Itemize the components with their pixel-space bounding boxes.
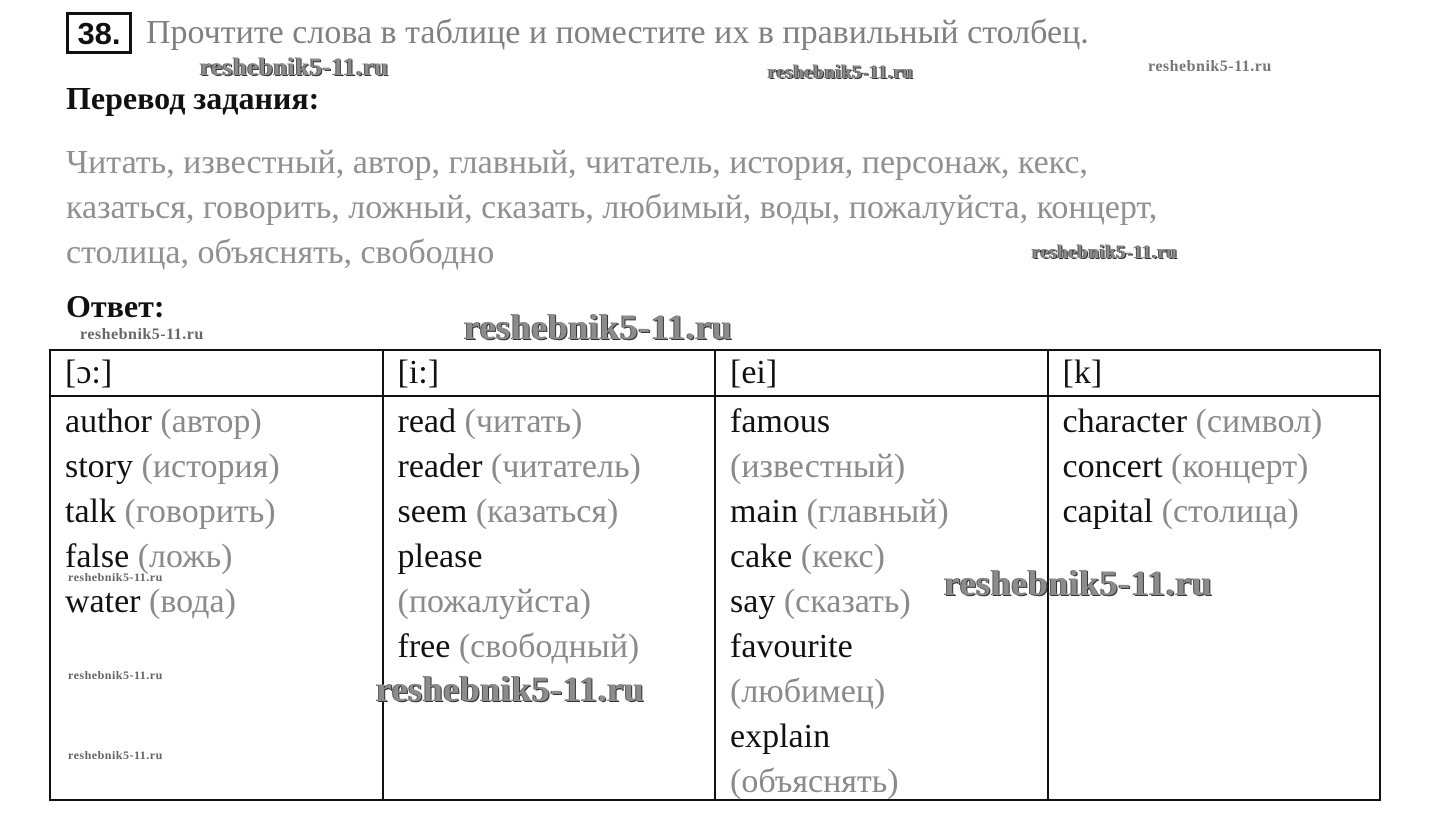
word-entry [730,624,1047,714]
english-word: capital [1062,493,1154,530]
translation-line: казаться, говорить, ложный, сказать, любимый, воды, пожалуйста, концерт, [66,189,1158,226]
column-body [1049,397,1380,534]
watermark: reshebnik5-11.ru [944,563,1213,603]
english-word: talk [65,493,116,530]
russian-translation: (кекс) [800,538,885,575]
watermark: reshebnik5-11.ru [68,748,163,762]
english-word: story [65,448,133,485]
watermark: reshebnik5-11.ru [464,307,733,347]
word-entry [730,399,1047,489]
russian-translation: (символ) [1195,403,1323,440]
russian-translation: (пожалуйста) [397,583,591,620]
russian-translation: (казаться) [475,493,619,530]
word-entry [398,399,715,444]
task-instruction: Прочтите слова в таблице и поместите их в правильный столбец. [146,14,1089,51]
english-word: reader [397,448,483,485]
english-word: false [65,538,130,575]
word-entry [65,444,382,489]
watermark: reshebnik5-11.ru [768,62,914,83]
watermark: reshebnik5-11.ru [200,54,389,81]
english-word: free [397,628,451,665]
english-word: favourite [730,628,853,665]
word-entry [1063,444,1380,489]
russian-translation: (вода) [149,583,236,620]
word-entry [730,714,1047,804]
russian-translation: (свободный) [458,628,640,665]
word-entry [730,489,1047,534]
english-word: read [397,403,457,440]
russian-translation: (читатель) [490,448,641,485]
column-header-sound: [ɔ:] [51,351,382,397]
english-word: cake [730,538,793,575]
russian-translation: (объяснять) [730,763,899,800]
english-word: character [1062,403,1188,440]
english-word: please [397,538,483,575]
answer-heading: Ответ: [66,288,165,324]
english-word: seem [397,493,468,530]
russian-translation: (ложь) [137,538,233,575]
watermark: reshebnik5-11.ru [68,668,163,682]
column-body [384,397,715,669]
english-word: author [65,403,152,440]
word-entry [65,399,382,444]
russian-translation: (автор) [160,403,262,440]
word-entry [398,534,715,624]
column-header-sound: [ei] [716,351,1047,397]
watermark: reshebnik5-11.ru [1032,242,1178,263]
translation-heading: Перевод задания: [66,80,320,116]
word-entry [398,489,715,534]
table-column [382,351,715,799]
english-word: concert [1062,448,1163,485]
russian-translation: (история) [141,448,280,485]
russian-translation: (главный) [806,493,949,530]
russian-translation: (сказать) [783,583,911,620]
english-word: say [730,583,776,620]
translation-line: Читать, известный, автор, главный, читатель, история, персонаж, кекс, [66,144,1088,181]
english-word: water [65,583,141,620]
english-word: explain [730,718,831,755]
task-number-box: 38. [66,12,132,54]
translation-text [66,140,1396,275]
english-word: main [730,493,798,530]
column-header-sound: [k] [1049,351,1380,397]
english-word: famous [730,403,831,440]
word-entry [398,444,715,489]
russian-translation: (говорить) [124,493,276,530]
word-entry [1063,489,1380,534]
translation-line: столица, объяснять, свободно [66,234,495,271]
russian-translation: (столица) [1161,493,1299,530]
column-header-sound: [i:] [384,351,715,397]
word-entry [65,489,382,534]
word-entry [65,579,382,624]
russian-translation: (любимец) [730,673,886,710]
watermark: reshebnik5-11.ru [68,570,163,584]
watermark: reshebnik5-11.ru [80,326,204,343]
russian-translation: (известный) [730,448,906,485]
watermark: reshebnik5-11.ru [1148,58,1272,75]
column-body [51,397,382,624]
russian-translation: (концерт) [1171,448,1309,485]
russian-translation: (читать) [464,403,583,440]
watermark: reshebnik5-11.ru [376,669,645,709]
word-entry [398,624,715,669]
word-entry [1063,399,1380,444]
